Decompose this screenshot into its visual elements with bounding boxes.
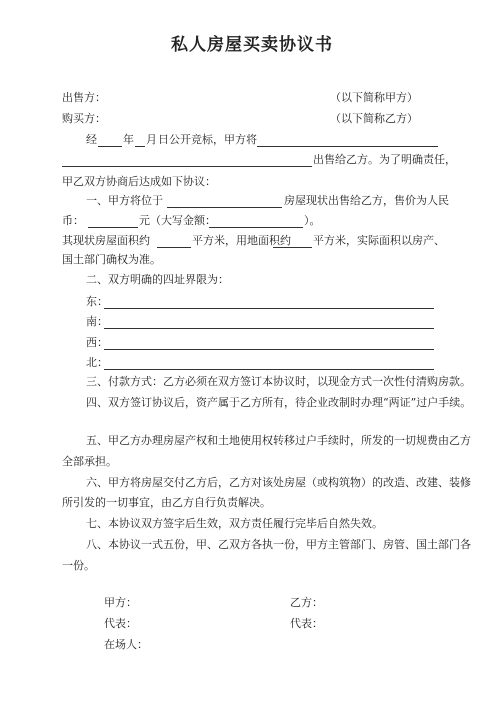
representative-b: 代表： [290, 617, 323, 630]
clause1-text-i: 国土部门确权为准。 [62, 253, 161, 266]
clause1-text-b: 房屋现状出售给乙方，售价为人民 [284, 194, 449, 207]
boundary-east-blank[interactable] [104, 308, 434, 309]
property-blank-2[interactable] [62, 166, 312, 167]
boundary-east-label: 东： [86, 295, 108, 308]
clause5-line2: 全部承担。 [62, 455, 117, 468]
clause1-text-g: 平方米，用地面积约 [192, 234, 291, 247]
seller-label: 出售方： [62, 91, 106, 104]
seller-alias: （以下简称甲方） [330, 91, 418, 104]
house-area-blank[interactable] [157, 247, 191, 248]
property-blank-1[interactable] [257, 146, 438, 147]
month-blank[interactable] [135, 146, 145, 147]
clause4: 四、双方签订协议后，资产属于乙方所有，待企业改制时办理“两证”过户手续。 [86, 396, 472, 409]
boundary-west-label: 西： [86, 336, 108, 349]
price-words-blank[interactable] [209, 227, 303, 228]
p1-text-c: 月 [146, 133, 157, 146]
clause1-text-a: 一、甲方将位于 [86, 194, 163, 207]
clause5-line1: 五、甲乙方办理房屋产权和土地使用权转移过户手续时，所发的一切规费由乙方 [86, 434, 471, 447]
clause3: 三、付款方式：乙方必须在双方签订本协议时，以现金方式一次性付清购房款。 [86, 375, 471, 388]
clause1-text-h: 平方米，实际面积以房产、 [313, 234, 445, 247]
p1-text-f: 甲乙双方协商后达成如下协议： [62, 175, 216, 188]
clause8-line1: 八、本协议一式五份，甲、乙双方各执一份，甲方主管部门、房管、国土部门各 [86, 538, 471, 551]
clause8-line2: 一份。 [62, 559, 95, 572]
p1-text-b: 年 [123, 133, 134, 146]
p1-text-d: 日公开竞标，甲方将 [158, 133, 257, 146]
p1-text-a: 经 [86, 133, 97, 146]
year-blank[interactable] [98, 146, 122, 147]
clause7: 七、本协议双方签字后生效，双方责任履行完毕后自然失效。 [86, 517, 383, 530]
boundary-south-label: 南： [86, 315, 108, 328]
clause1-text-c: 币： [62, 214, 84, 227]
buyer-label: 购买方： [62, 112, 106, 125]
boundary-west-blank[interactable] [104, 349, 434, 350]
clause6-line1: 六、甲方将房屋交付乙方后，乙方对该处房屋（或构筑物）的改造、改建、装修 [86, 476, 471, 489]
clause1-text-f: 其现状房屋面积约 [62, 234, 150, 247]
signature-party-b: 乙方： [290, 596, 323, 609]
price-blank[interactable] [88, 227, 138, 228]
location-blank[interactable] [167, 207, 282, 208]
clause1-text-d: 元（大写金额： [139, 214, 216, 227]
land-area-blank[interactable] [273, 247, 312, 248]
signature-party-a: 甲方： [104, 596, 137, 609]
clause6-line2: 所引发的一切事宜，由乙方自行负责解决。 [62, 496, 271, 509]
clause2-heading: 二、双方明确的四址界限为： [86, 273, 229, 286]
boundary-south-blank[interactable] [104, 328, 434, 329]
page-title: 私人房屋买卖协议书 [171, 35, 333, 55]
boundary-north-blank[interactable] [104, 369, 434, 370]
boundary-north-label: 北： [86, 356, 108, 369]
representative-a: 代表： [104, 617, 137, 630]
buyer-alias: （以下简称乙方） [330, 112, 418, 125]
p1-text-e: 出售给乙方。为了明确责任， [313, 153, 456, 166]
witness-label: 在场人： [104, 638, 148, 651]
clause1-text-e: ）。 [304, 214, 321, 227]
